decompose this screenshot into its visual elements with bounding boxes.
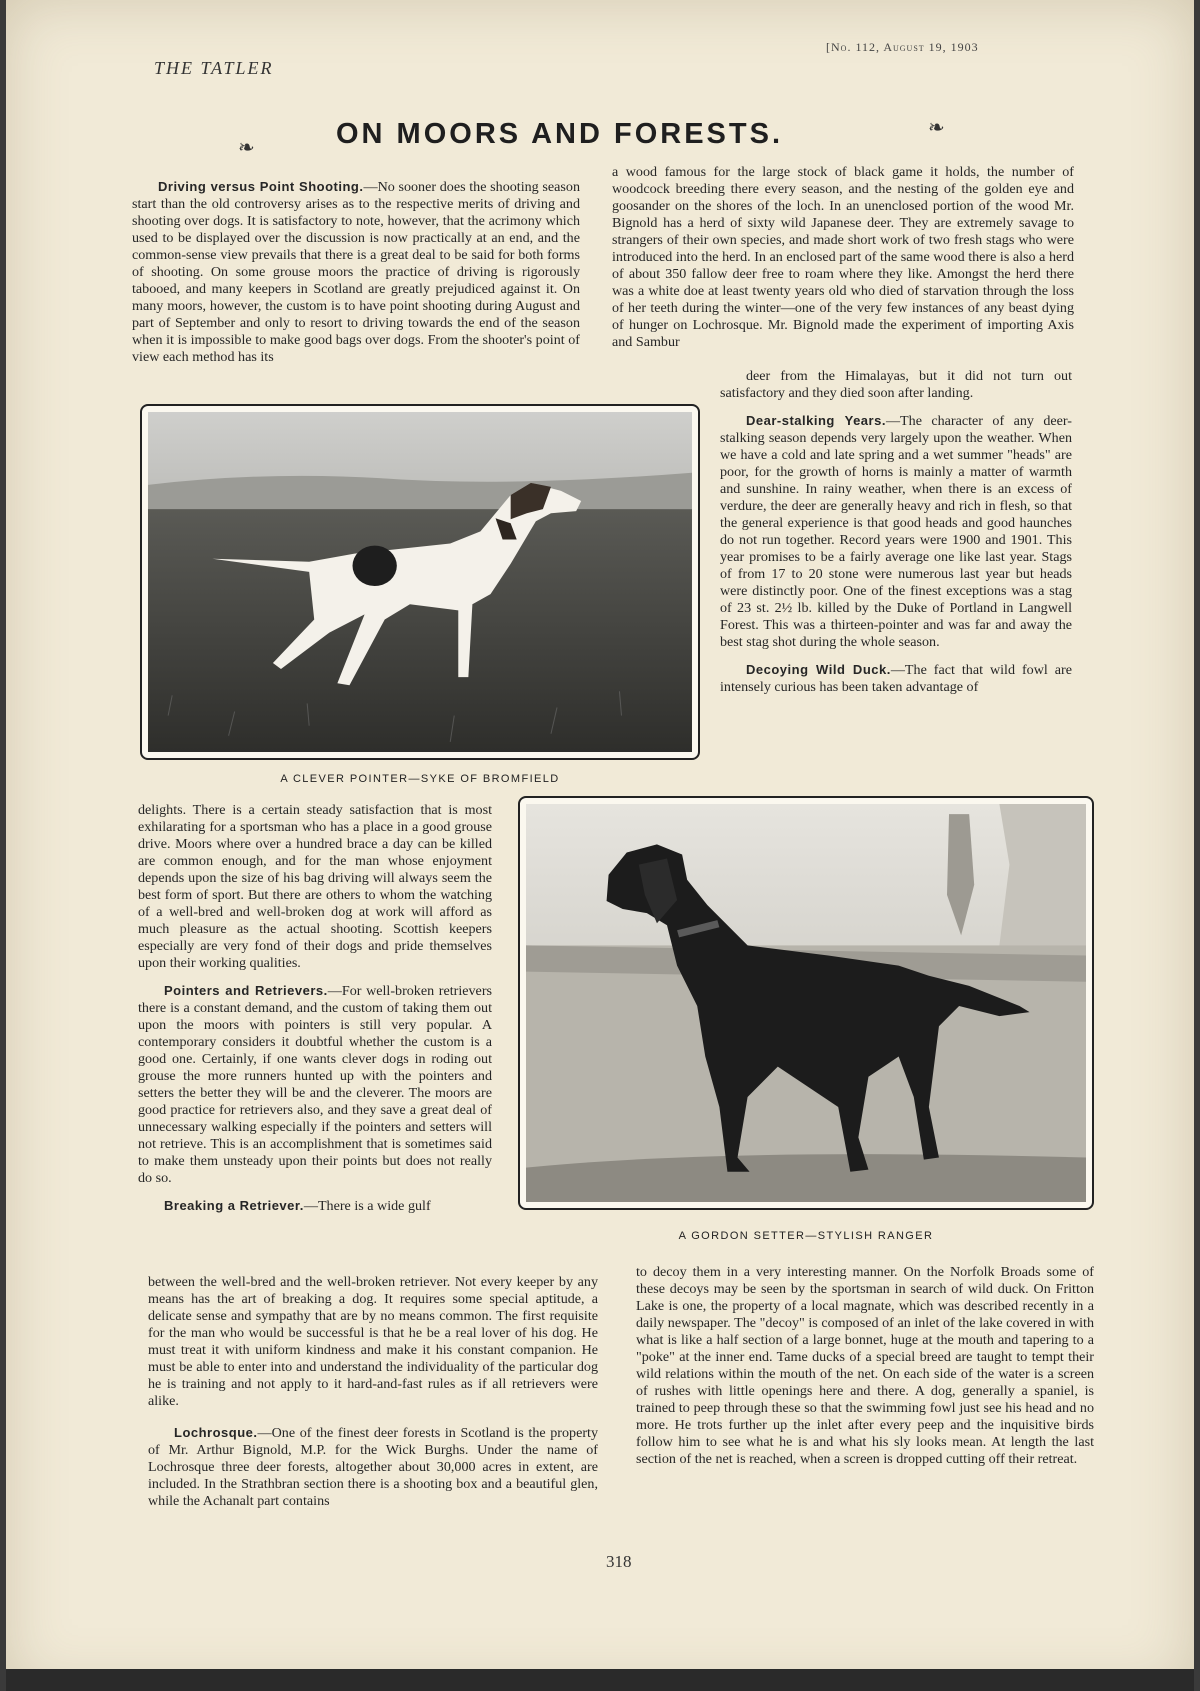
paragraph-lochrosque-cont: a wood famous for the large stock of black game it holds, the number of woodcock breeding there every season, and the nesting of the golden eye and goosander on the shores of the loch. In an unenclosed portion of the wood Mr. Bignold has a herd of sixty wild Japanese deer. They are extremely savage to strangers of their own species, and made short work of two fresh stags who were introduced into the herd. In an enclosed part of the same wood there is also a herd of about 350 fallow deer free to roam where they like. Amongst the herd there was a white doe at least twenty years old who died of starvation through the loss of her teeth during the winter—one of the very few instances of any beast dying of hunger on Lochrosque. Mr. Bignold made the experiment of importing Axis and Sambur <box>612 164 1074 350</box>
photo-setter <box>518 796 1094 1210</box>
column-right-narrow <box>720 368 1072 706</box>
paragraph-decoy-cont: to decoy them in a very interesting manner. On the Norfolk Broads some of these decoys may be seen by the sportsman in search of wild duck. On Fritton Lake is one, the property of a local magnate, which was described recently in a daily newspaper. The "decoy" is composed of an inlet of the lake covered in with what is like a half section of a large bonnet, huge at the mouth and tapering to a "poke" at the inner end. Tame ducks of a special breed are taught to tempt their wild relations within the mouth of the net. On each side of the water is a screen of rushes with little openings here and there. A dog, generally a spaniel, is trained to peep through these so that the swimming fowl just see his head and no more. He trots further up the inlet after every peep and the inquisitive birds follow him to see what he is and what his sly looks mean. At length the last section of the net is reached, when a screen is dropped cutting off their retreat. <box>636 1264 1094 1467</box>
text-retrievers: —For well-broken retrievers there is a constant demand, and the custom of taking them out upon the moors with pointers is still very popular. A contemporary considers it doubtful whether the custom is a good one. Certainly, if one wants clever dogs in roding out grouse the more runners hunted up with the pointers and setters the better they will be and the cleverer. The moors are good practice for retrievers also, and they save a great deal of unnecessary walking especially if the pointers and setters will not retrieve. This is an accomplishment that is sometimes said to make them unsteady upon their points but does not really do so. <box>138 983 492 1186</box>
photo-pointer <box>140 404 700 760</box>
lead-breaking: Breaking a Retriever. <box>164 1198 304 1213</box>
paragraph-decoying <box>720 661 1072 696</box>
ornament-left-icon: ❧ <box>238 135 255 159</box>
pointer-dog-image <box>148 412 692 752</box>
ornament-right-icon: ❧ <box>928 115 945 139</box>
paragraph-breaking <box>138 1197 492 1215</box>
caption-pointer: A CLEVER POINTER—SYKE OF BROMFIELD <box>280 773 560 785</box>
setter-dog-image <box>526 804 1086 1202</box>
text-decoying: —The fact that wild fowl are intensely curious has been taken advantage of <box>720 662 1072 695</box>
text-breaking: —There is a wide gulf <box>303 1198 431 1214</box>
magazine-page <box>6 0 1194 1691</box>
paragraph-driving <box>132 178 580 366</box>
issue-line: [No. 112, August 19, 1903 <box>826 40 979 54</box>
column-right-top <box>612 164 1074 351</box>
column-left-bottom <box>148 1274 598 1520</box>
lead-decoying: Decoying Wild Duck. <box>746 662 891 677</box>
column-left-mid <box>138 802 492 1215</box>
masthead: THE TATLER <box>154 58 274 78</box>
paragraph-stalking <box>720 412 1072 651</box>
paragraph-himalayas: deer from the Himalayas, but it did not turn out satisfactory and they died soon after landing. <box>720 368 1072 401</box>
lead-driving: Driving versus Point Shooting. <box>158 179 364 194</box>
column-right-bottom <box>636 1264 1094 1478</box>
page-number: 318 <box>606 1552 632 1571</box>
lead-retrievers: Pointers and Retrievers. <box>164 983 328 998</box>
lead-stalking: Dear-stalking Years. <box>746 413 886 428</box>
text-stalking: —The character of any deer-stalking season depends very largely upon the weather. When we have a cold and late spring and a wet summer "heads" are poor, for the growth of horns is mainly a matter of warmth and sunshine. In rainy weather, when there is an excess of verdure, the deer are generally heavy and rich in flesh, so that the general experience is that good heads and good haunches do not run together. Record years were 1900 and 1901. This year promises to be a fairly average one like last year. Stags of from 17 to 20 stone were numerous last year but heads were distinctly poor. One of the finest exceptions was a stag of 23 st. 2½ lb. killed by the Duke of Portland in Langwell Forest. This was a thirteen-pointer and was far and away the best stag shot during the whole season. <box>720 413 1072 650</box>
paragraph-lochrosque <box>148 1424 598 1510</box>
paragraph-retrievers <box>138 982 492 1187</box>
text-lochrosque: —One of the finest deer forests in Scotland is the property of Mr. Arthur Bignold, M.P. for the Wick Burghs. Under the name of Lochrosque three deer forests, altogether about 30,000 acres in extent, are included. In the Strathbran section there is a shooting box and a beautiful glen, while the Achanalt part contains <box>148 1425 598 1509</box>
paragraph-breaking-cont: between the well-bred and the well-broken retriever. Not every keeper by any means has the art of breaking a dog. It requires some special aptitude, a delicate sense and sympathy that are by no means common. The first requisite for the man who would be successful is that he be a real lover of his dog. He must treat it with uniform kindness and make it his constant companion. He must be able to enter into and understand the individuality of the particular dog he is training and not apply to it hard-and-fast rules as if all retrievers were alike. <box>148 1274 598 1409</box>
text-driving: —No sooner does the shooting season start than the old controversy arises as to the respective merits of driving and shooting over dogs. It is satisfactory to note, however, that the acrimony which used to be displayed over the discussion is now practically at an end, and the common-sense view prevails that there is a great deal to be said for both forms of shooting. On some grouse moors the practice of driving is rigorously tabooed, and many keepers in Scotland are greatly prejudiced against it. On many moors, however, the custom is to have point shooting during August and part of September and only to resort to driving towards the end of the season when it is impossible to make good bags over dogs. From the shooter's point of view each method has its <box>132 179 580 365</box>
article-title: ON MOORS AND FORESTS. <box>336 118 783 150</box>
paragraph-delights: delights. There is a certain steady satisfaction that is most exhilarating for a sportsman who has a place in a good grouse drive. Moors where over a hundred brace a day can be killed are common enough, and for the man whose enjoyment depends upon the size of his bag driving will always seem the best form of sport. But there are others to whom the watching of a well-bred and well-broken dog at work will afford as much pleasure as the actual shooting. Scottish keepers especially are very fond of their dogs and pride themselves upon their working qualities. <box>138 802 492 971</box>
caption-setter: A GORDON SETTER—STYLISH RANGER <box>678 1230 934 1242</box>
column-left-top <box>132 178 580 376</box>
lead-lochrosque: Lochrosque. <box>174 1425 258 1440</box>
